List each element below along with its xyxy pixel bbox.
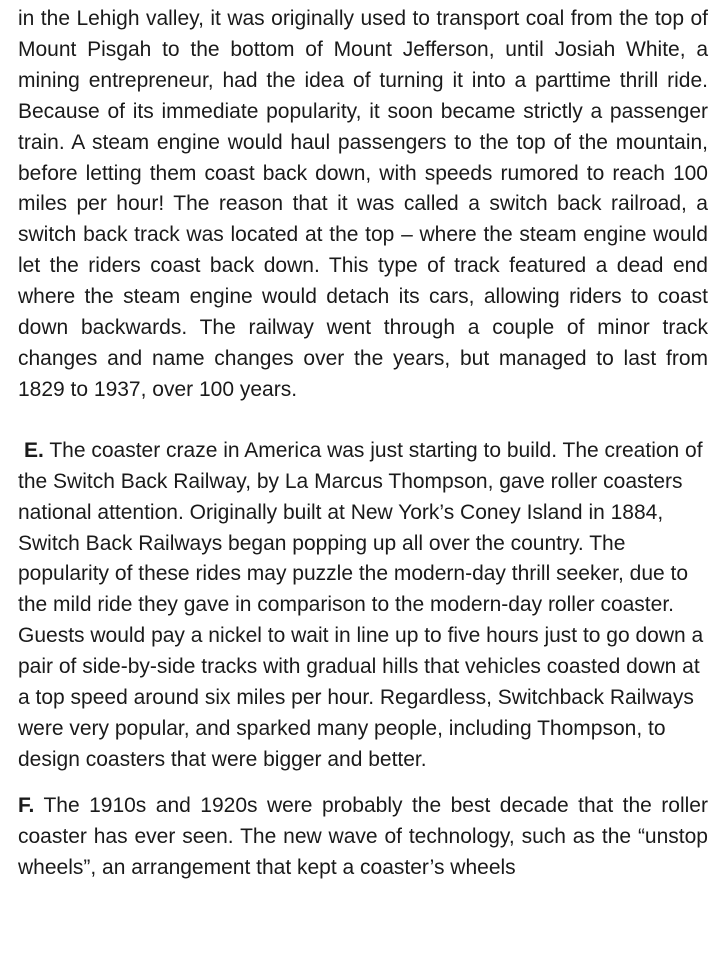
paragraph-e (18, 436, 708, 776)
paragraph-spacer (18, 776, 708, 791)
paragraph-text: in the Lehigh valley, it was originally used to transport coal from the top of Mount Pisgah to the bottom of Mount Jefferson, until Josiah White, a mining entrepreneur, had the idea of turning it into a parttime thrill ride. Because of its immediate popularity, it soon became strictly a passenger train. A steam engine would haul passengers to the top of the mountain, before letting them coast back down, with speeds rumored to reach 100 miles per hour! The reason that it was called a switch back railroad, a switch back track was located at the top – where the steam engine would let the riders coast back down. This type of track featured a dead end where the steam engine would detach its cars, allowing riders to coast down backwards. The railway went through a couple of minor track changes and name changes over the years, but managed to last from 1829 to 1937, over 100 years. (18, 7, 708, 401)
paragraph-letter: E. (24, 438, 44, 462)
document-page (18, 4, 708, 883)
paragraph-text: The 1910s and 1920s were probably the best decade that the roller coaster has ever seen. The new wave of technology, such as the “unstop wheels”, an arrangement that kept a coaster’s wheels (18, 793, 708, 879)
paragraph-spacer (18, 406, 708, 436)
paragraph-d-continued (18, 4, 708, 406)
paragraph-letter: F. (18, 793, 35, 817)
paragraph-f (18, 791, 708, 884)
paragraph-text: The coaster craze in America was just starting to build. The creation of the Switch Back Railway, by La Marcus Thompson, gave roller coasters national attention. Originally built at New York’s Coney Island in 1884, Switch Back Railways began popping up all over the country. The popularity of these rides may puzzle the modern-day thrill seeker, due to the mild ride they gave in comparison to the modern-day roller coaster. Guests would pay a nickel to wait in line up to five hours just to go down a pair of side-by-side tracks with gradual hills that vehicles coasted down at a top speed around six miles per hour. Regardless, Switchback Railways were very popular, and sparked many people, including Thompson, to design coasters that were bigger and better. (18, 438, 704, 771)
